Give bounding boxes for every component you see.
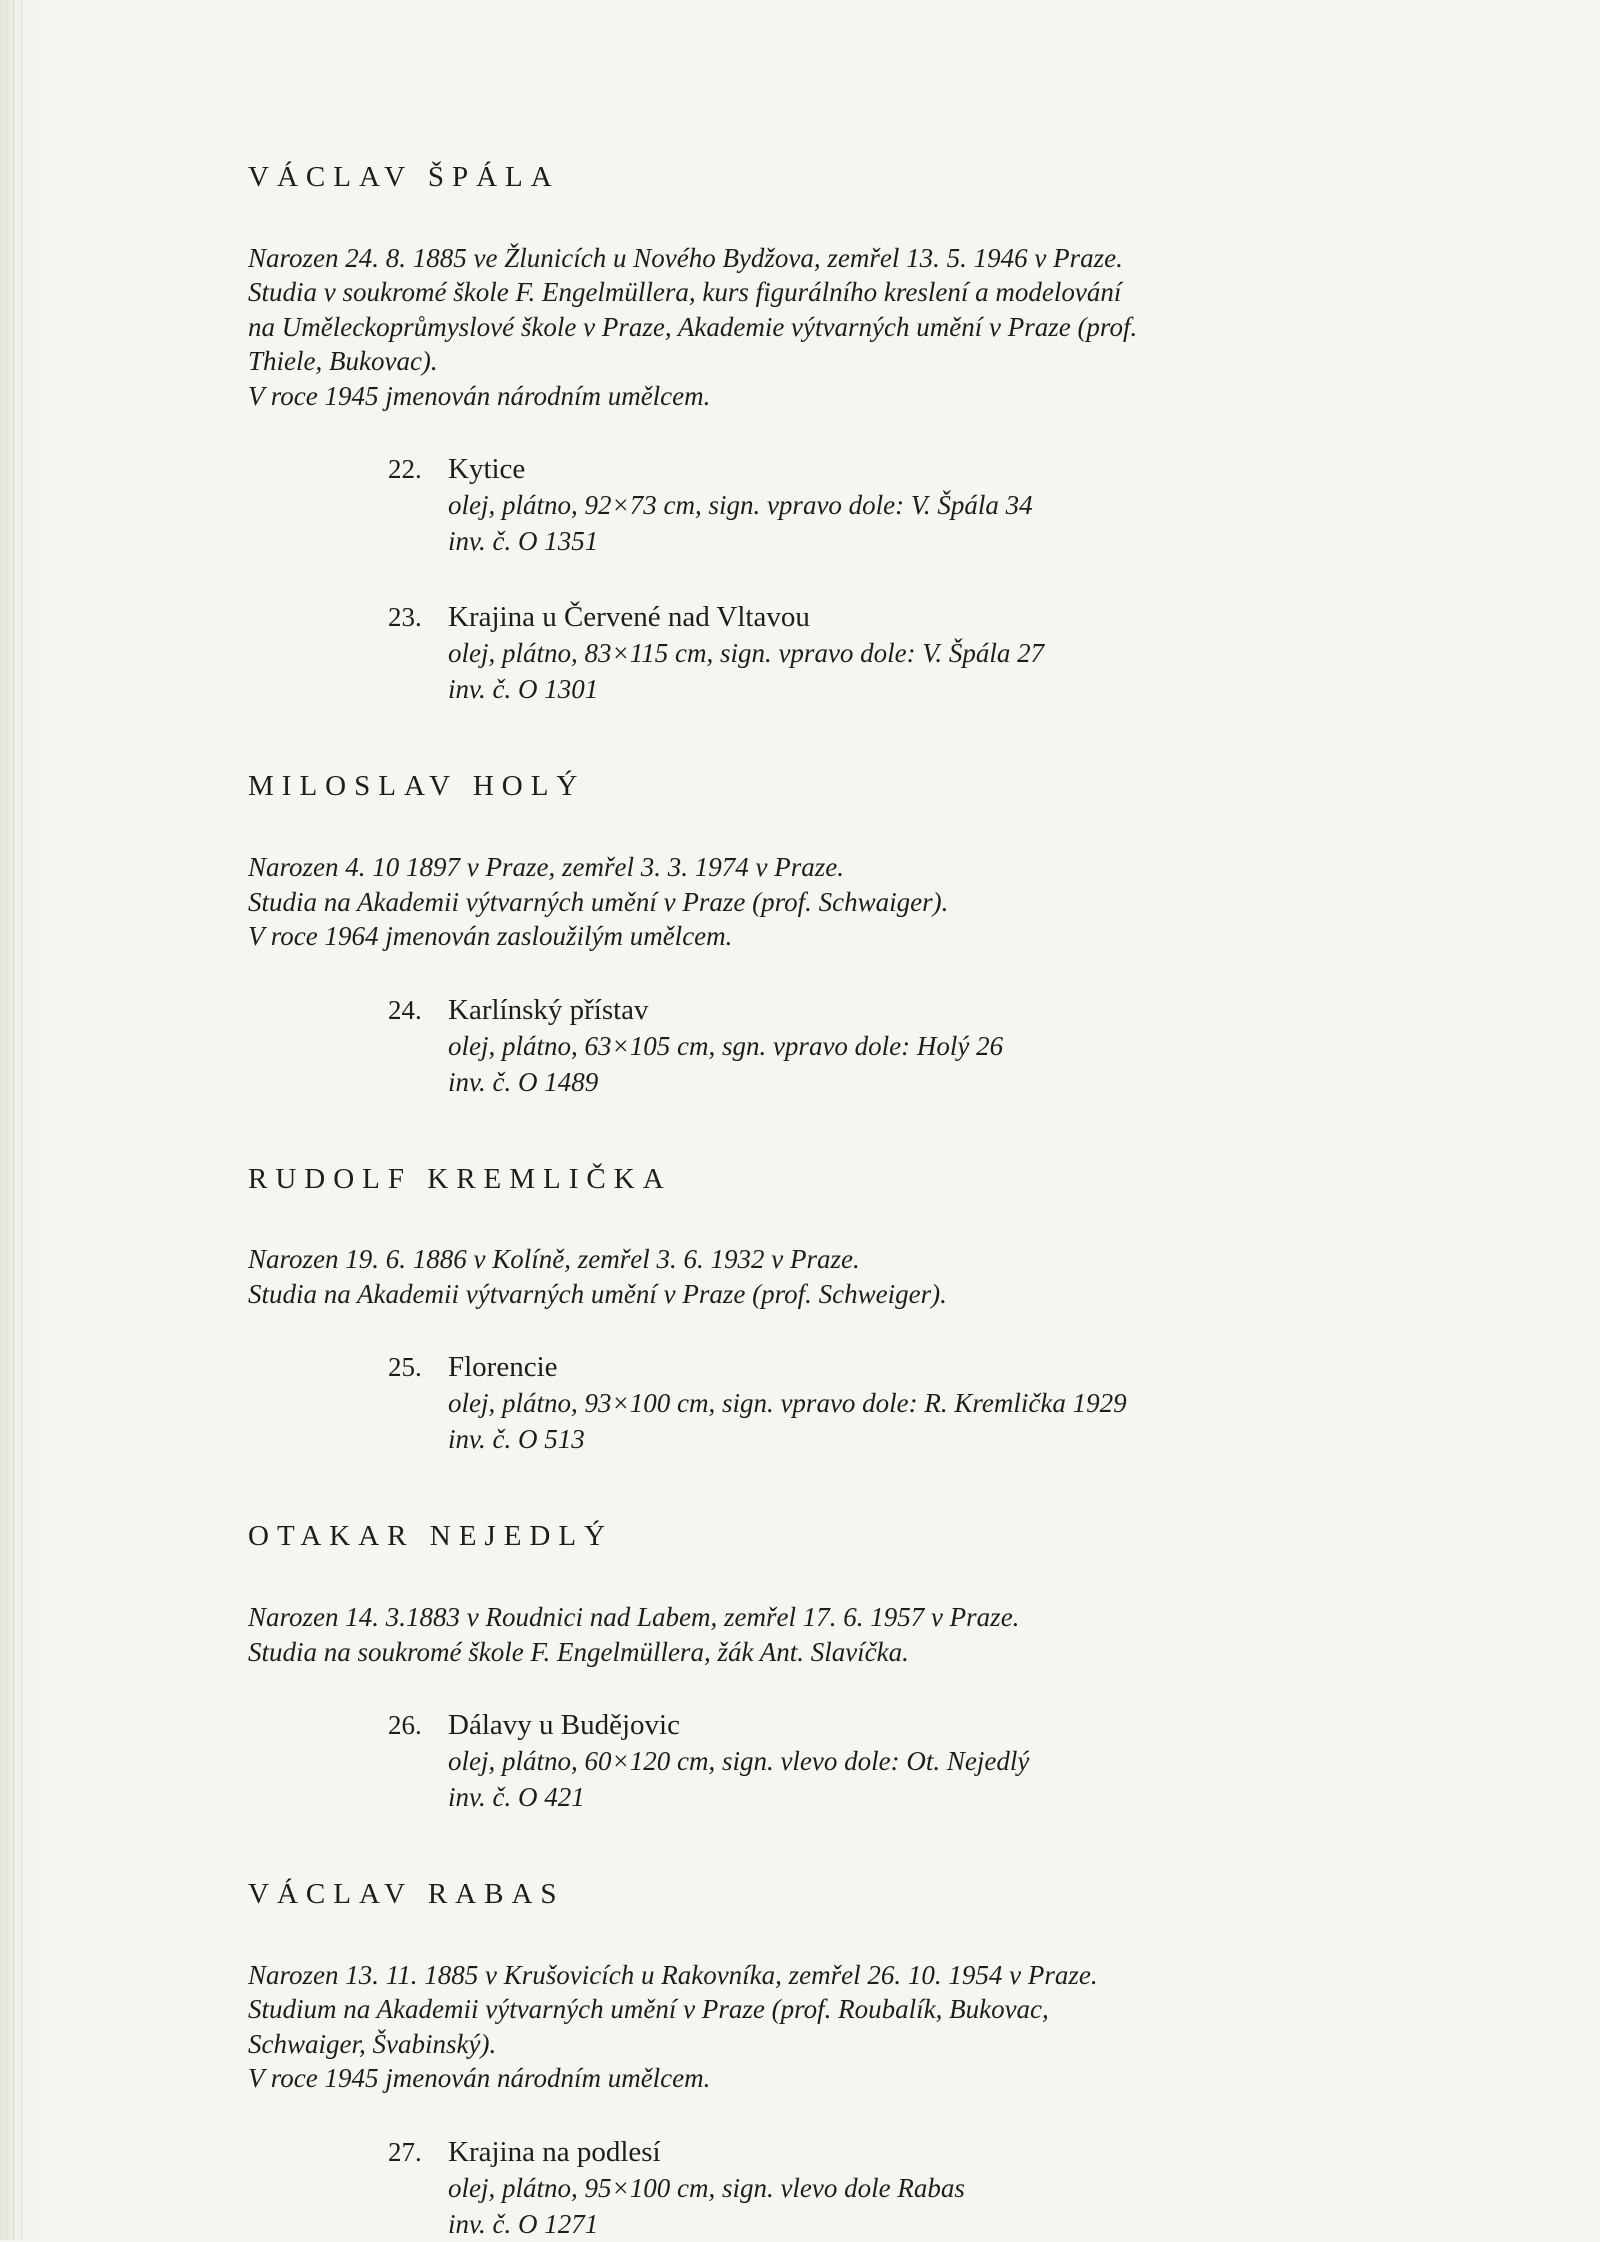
bio-line: Thiele, Bukovac). bbox=[248, 346, 438, 377]
artist-section-rabas bbox=[248, 1877, 1468, 2242]
bio-line: Narozen 24. 8. 1885 ve Žlunicích u Nového Bydžova, zemřel 13. 5. 1946 v Praze. bbox=[248, 242, 1123, 273]
bio-line: Studia na Akademii výtvarných umění v Praze (prof. Schweiger). bbox=[248, 1278, 947, 1309]
works-list bbox=[388, 451, 1468, 707]
work-inventory: inv. č. O 1301 bbox=[448, 674, 599, 705]
work-details: olej, plátno, 92×73 cm, sign. vpravo dole: V. Špála 34 bbox=[448, 490, 1033, 521]
bio-line: Studia na soukromé škole F. Engelmüllera, žák Ant. Slavíčka. bbox=[248, 1636, 909, 1667]
bio-line: V roce 1964 jmenován zasloužilým umělcem. bbox=[248, 921, 733, 952]
works-list bbox=[388, 1349, 1468, 1457]
artist-name: VÁCLAV ŠPÁLA bbox=[248, 161, 560, 193]
work-title: Krajina na podlesí bbox=[448, 2135, 661, 2168]
work-entry bbox=[388, 599, 1468, 707]
work-details: olej, plátno, 63×105 cm, sgn. vpravo dole: Holý 26 bbox=[448, 1030, 1004, 1061]
bio-line: Narozen 14. 3.1883 v Roudnici nad Labem, zemřel 17. 6. 1957 v Praze. bbox=[248, 1602, 1020, 1633]
works-list bbox=[388, 992, 1468, 1100]
artist-name: RUDOLF KREMLIČKA bbox=[248, 1162, 672, 1195]
artist-name: VÁCLAV RABAS bbox=[248, 1878, 565, 1911]
bio-line: Schwaiger, Švabinský). bbox=[248, 2028, 497, 2059]
work-details: olej, plátno, 60×120 cm, sign. vlevo dole: Ot. Nejedlý bbox=[448, 1746, 1030, 1777]
artist-bio bbox=[248, 850, 1468, 954]
work-title: Dálavy u Budějovic bbox=[448, 1709, 680, 1742]
work-title: Florencie bbox=[448, 1351, 558, 1384]
work-inventory: inv. č. O 1351 bbox=[448, 526, 599, 557]
artist-name: MILOSLAV HOLÝ bbox=[248, 770, 586, 803]
bio-line: V roce 1945 jmenován národním umělcem. bbox=[248, 380, 711, 411]
work-entry bbox=[388, 992, 1468, 1100]
work-entry bbox=[388, 2134, 1468, 2242]
work-number: 25. bbox=[388, 1352, 422, 1383]
bio-line: Studia na Akademii výtvarných umění v Praze (prof. Schwaiger). bbox=[248, 886, 949, 917]
bio-line: na Uměleckoprůmyslové škole v Praze, Akademie výtvarných umění v Praze (prof. bbox=[248, 311, 1138, 342]
bio-line: Narozen 4. 10 1897 v Praze, zemřel 3. 3. 1974 v Praze. bbox=[248, 852, 844, 883]
work-number: 22. bbox=[388, 454, 422, 485]
work-number: 23. bbox=[388, 602, 422, 633]
artist-section-kremlicka bbox=[248, 1162, 1468, 1458]
works-list bbox=[388, 2134, 1468, 2242]
work-inventory: inv. č. O 1271 bbox=[448, 2208, 599, 2239]
bio-line: Studium na Akademii výtvarných umění v Praze (prof. Roubalík, Bukovac, bbox=[248, 1994, 1049, 2025]
work-details: olej, plátno, 95×100 cm, sign. vlevo dole Rabas bbox=[448, 2172, 965, 2203]
work-number: 27. bbox=[388, 2136, 422, 2167]
bio-line: Narozen 19. 6. 1886 v Kolíně, zemřel 3. 6. 1932 v Praze. bbox=[248, 1244, 860, 1275]
work-details: olej, plátno, 93×100 cm, sign. vpravo dole: R. Kremlička 1929 bbox=[448, 1388, 1127, 1419]
bio-line: V roce 1945 jmenován národním umělcem. bbox=[248, 2063, 711, 2094]
artist-name: OTAKAR NEJEDLÝ bbox=[248, 1520, 614, 1553]
work-inventory: inv. č. O 1489 bbox=[448, 1066, 599, 1097]
artist-section-holy bbox=[248, 769, 1468, 1099]
work-number: 24. bbox=[388, 994, 422, 1025]
work-title: Krajina u Červené nad Vltavou bbox=[448, 601, 810, 634]
work-entry bbox=[388, 1349, 1468, 1457]
bio-line: Studia v soukromé škole F. Engelmüllera, kurs figurálního kreslení a modelování bbox=[248, 277, 1122, 308]
artist-section-nejedly bbox=[248, 1519, 1468, 1815]
work-inventory: inv. č. O 513 bbox=[448, 1424, 585, 1455]
work-entry bbox=[388, 451, 1468, 559]
work-inventory: inv. č. O 421 bbox=[448, 1782, 585, 1813]
artist-section-spala bbox=[248, 160, 1468, 707]
catalog-page bbox=[248, 160, 1468, 2242]
artist-bio bbox=[248, 1600, 1468, 1669]
artist-bio bbox=[248, 241, 1468, 414]
page-binding-edge bbox=[0, 0, 46, 2240]
work-title: Kytice bbox=[448, 453, 526, 486]
artist-bio bbox=[248, 1242, 1468, 1311]
work-title: Karlínský přístav bbox=[448, 993, 649, 1026]
bio-line: Narozen 13. 11. 1885 v Krušovicích u Rakovníka, zemřel 26. 10. 1954 v Praze. bbox=[248, 1959, 1098, 1990]
work-details: olej, plátno, 83×115 cm, sign. vpravo dole: V. Špála 27 bbox=[448, 638, 1045, 669]
works-list bbox=[388, 1707, 1468, 1815]
work-number: 26. bbox=[388, 1710, 422, 1741]
artist-bio bbox=[248, 1958, 1468, 2096]
work-entry bbox=[388, 1707, 1468, 1815]
